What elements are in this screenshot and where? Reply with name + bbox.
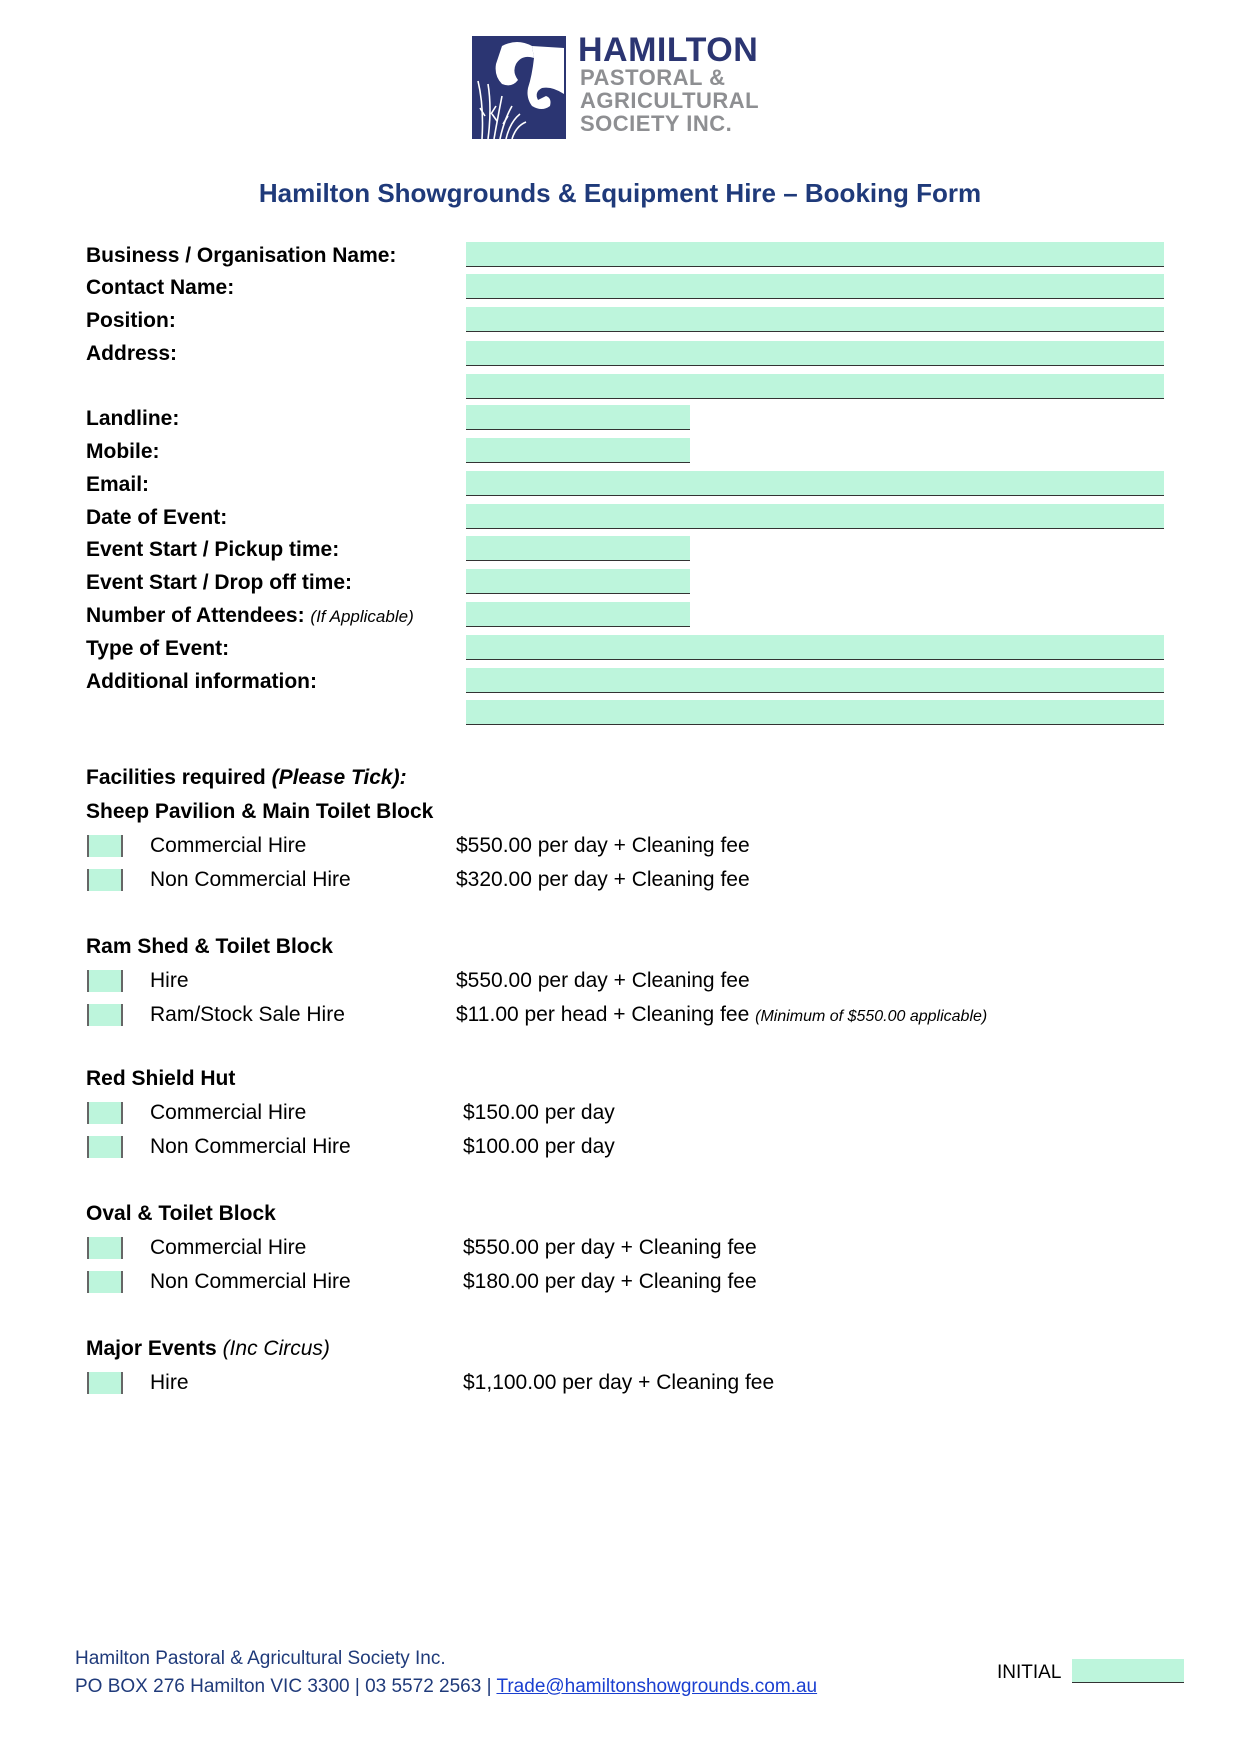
- section-title-sheep-pavilion: Sheep Pavilion & Main Toilet Block: [86, 800, 434, 823]
- sheep-and-grass-logo-icon: [472, 36, 566, 139]
- option-label: Commercial Hire: [150, 1236, 307, 1259]
- checkbox-red-shield-non-commercial[interactable]: [87, 1136, 123, 1158]
- business-name-label: Business / Organisation Name:: [86, 244, 397, 267]
- society-logo: [470, 28, 770, 148]
- mobile-field[interactable]: [466, 438, 690, 463]
- checkbox-major-events-hire[interactable]: [87, 1372, 123, 1394]
- option-price: $150.00 per day: [463, 1101, 615, 1124]
- option-price-note: (Minimum of $550.00 applicable): [755, 1008, 988, 1025]
- option-price: $320.00 per day + Cleaning fee: [456, 868, 750, 891]
- checkbox-red-shield-commercial[interactable]: [87, 1102, 123, 1124]
- additional-info-field-line-2[interactable]: [466, 700, 1164, 725]
- email-label: Email:: [86, 473, 150, 496]
- email-field[interactable]: [466, 471, 1164, 496]
- option-price: $550.00 per day + Cleaning fee: [456, 834, 750, 857]
- logo-line-3: SOCIETY INC.: [580, 111, 733, 136]
- option-price: $1,100.00 per day + Cleaning fee: [463, 1371, 775, 1394]
- initial-field[interactable]: [1072, 1659, 1184, 1683]
- attendees-label-text: Number of Attendees:: [86, 604, 305, 627]
- option-label: Commercial Hire: [150, 834, 307, 857]
- facilities-heading-note: (Please Tick):: [271, 766, 407, 789]
- attendees-label: [86, 603, 414, 630]
- option-label: Hire: [150, 969, 189, 992]
- option-price-with-note: [456, 1002, 987, 1030]
- option-label: Hire: [150, 1371, 189, 1394]
- logo-line-2: AGRICULTURAL: [580, 88, 760, 113]
- option-price: $11.00 per head + Cleaning fee: [456, 1003, 750, 1026]
- position-label: Position:: [86, 309, 176, 332]
- dropoff-time-field[interactable]: [466, 569, 690, 594]
- footer-address: PO BOX 276 Hamilton VIC 3300 | 03 5572 2563 |: [75, 1676, 492, 1697]
- address-field-line-1[interactable]: [466, 341, 1164, 366]
- additional-info-label: Additional information:: [86, 670, 317, 693]
- attendees-note: (If Applicable): [310, 607, 414, 626]
- checkbox-ram-shed-hire[interactable]: [87, 970, 123, 992]
- checkbox-oval-non-commercial[interactable]: [87, 1271, 123, 1293]
- pickup-time-label: Event Start / Pickup time:: [86, 538, 340, 561]
- address-field-line-2[interactable]: [466, 374, 1164, 399]
- contact-name-field[interactable]: [466, 274, 1164, 299]
- option-price: $550.00 per day + Cleaning fee: [456, 969, 750, 992]
- contact-name-label: Contact Name:: [86, 276, 235, 299]
- pickup-time-field[interactable]: [466, 536, 690, 561]
- option-price: $180.00 per day + Cleaning fee: [463, 1270, 757, 1293]
- facilities-heading: [86, 765, 407, 791]
- event-type-field[interactable]: [466, 635, 1164, 660]
- footer-email-link[interactable]: Trade@hamiltonshowgrounds.com.au: [496, 1676, 818, 1697]
- logo-title: HAMILTON: [578, 31, 759, 69]
- form-title: Hamilton Showgrounds & Equipment Hire – Booking Form: [258, 178, 982, 208]
- major-events-note: (Inc Circus): [222, 1337, 330, 1360]
- attendees-field[interactable]: [466, 602, 690, 627]
- mobile-label: Mobile:: [86, 440, 160, 463]
- business-name-field[interactable]: [466, 242, 1164, 267]
- option-label: Non Commercial Hire: [150, 1270, 351, 1293]
- option-label: Non Commercial Hire: [150, 1135, 351, 1158]
- logo-line-1: PASTORAL &: [580, 65, 726, 90]
- checkbox-oval-commercial[interactable]: [87, 1237, 123, 1259]
- event-date-label: Date of Event:: [86, 506, 228, 529]
- section-title-ram-shed: Ram Shed & Toilet Block: [86, 935, 333, 958]
- landline-label: Landline:: [86, 407, 180, 430]
- option-price: $550.00 per day + Cleaning fee: [463, 1236, 757, 1259]
- dropoff-time-label: Event Start / Drop off time:: [86, 571, 353, 594]
- option-label: Non Commercial Hire: [150, 868, 351, 891]
- address-label: Address:: [86, 342, 178, 365]
- option-label: Commercial Hire: [150, 1101, 307, 1124]
- option-label: Ram/Stock Sale Hire: [150, 1003, 345, 1026]
- position-field[interactable]: [466, 307, 1164, 332]
- section-title-red-shield-hut: Red Shield Hut: [86, 1067, 236, 1090]
- option-price: $100.00 per day: [463, 1135, 615, 1158]
- major-events-title: Major Events: [86, 1337, 217, 1360]
- initial-label: INITIAL: [997, 1662, 1062, 1683]
- landline-field[interactable]: [466, 405, 690, 430]
- facilities-heading-text: Facilities required: [86, 766, 266, 789]
- checkbox-sheep-pavilion-commercial[interactable]: [87, 835, 123, 857]
- event-date-field[interactable]: [466, 504, 1164, 529]
- footer-contact: [75, 1675, 817, 1699]
- section-title-major-events: [86, 1336, 330, 1362]
- event-type-label: Type of Event:: [86, 637, 230, 660]
- section-title-oval: Oval & Toilet Block: [86, 1202, 276, 1225]
- footer-org: Hamilton Pastoral & Agricultural Society Inc.: [75, 1648, 446, 1669]
- checkbox-ram-stock-sale-hire[interactable]: [87, 1004, 123, 1026]
- checkbox-sheep-pavilion-non-commercial[interactable]: [87, 869, 123, 891]
- additional-info-field-line-1[interactable]: [466, 668, 1164, 693]
